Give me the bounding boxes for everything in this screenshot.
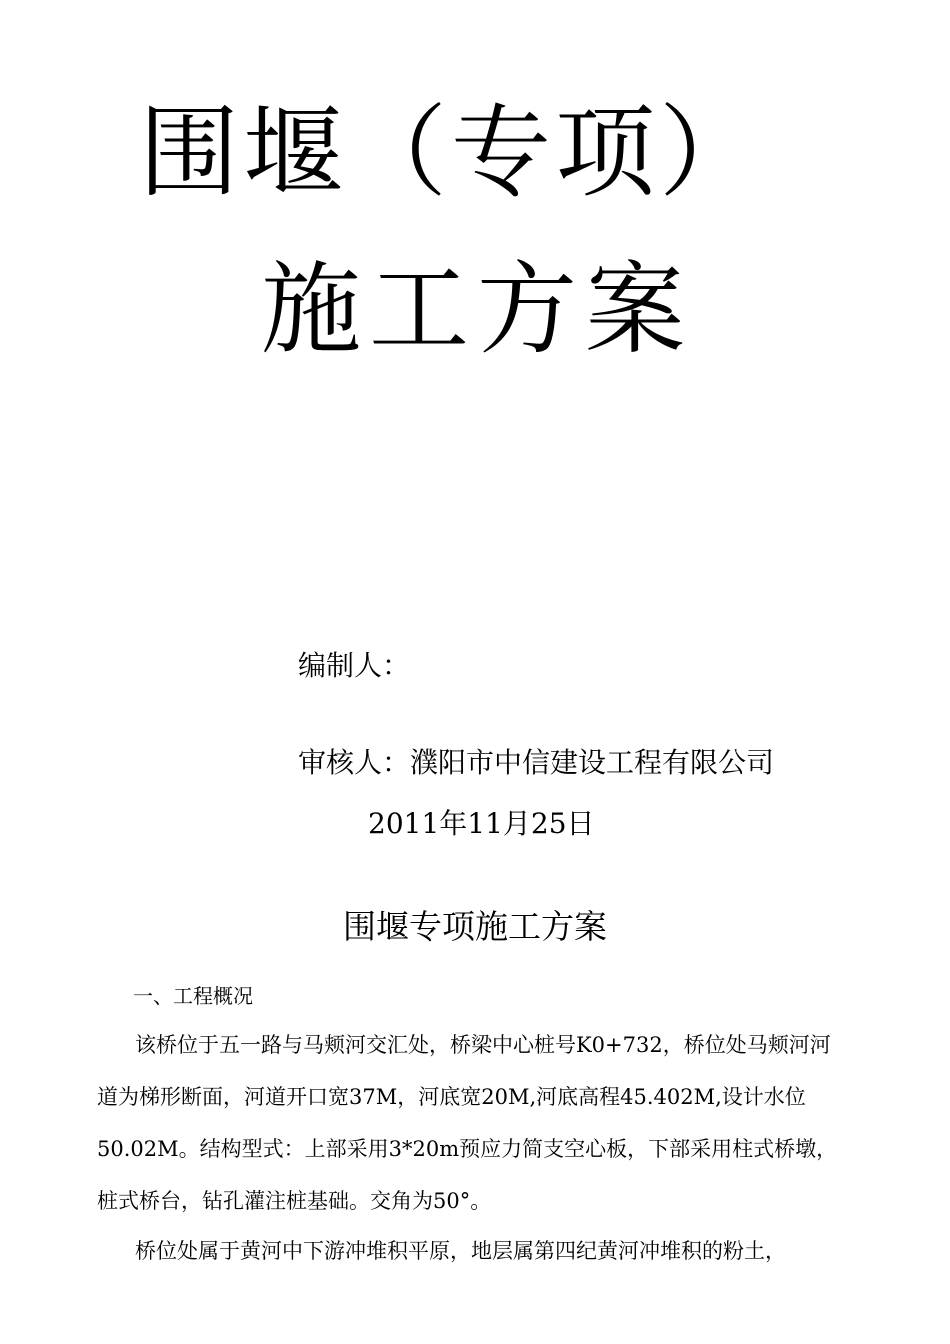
- cover-title-line-2: 施工方案: [261, 251, 693, 368]
- cover-title-line-1: 围堰（专项）: [139, 94, 763, 211]
- document-date: 2011年11月25日: [368, 807, 595, 840]
- section-title-overview: 一、工程概况: [133, 984, 253, 1008]
- paragraph-geology: 桥位处属于黄河中下游冲堆积平原，地层属第四纪黄河冲堆积的粉土，: [135, 1239, 786, 1263]
- compiler-label: 编制人：: [298, 649, 411, 682]
- document-heading: 围堰专项施工方案: [343, 907, 607, 946]
- reviewer-line: 审核人：濮阳市中信建设工程有限公司: [298, 746, 775, 779]
- paragraph-project-overview: 该桥位于五一路与马颊河交汇处，桥梁中心桩号K0+732，桥位处马颊河河道为梯形断面，河道开口宽37M，河底宽20M,河底高程45.402M,设计水位50.02M。结构型式：上部采用3*20m预应力简支空心板，下部采用柱式桥墩，桩式桥台，钻孔灌注桩基础。交角为50°。: [97, 1033, 838, 1213]
